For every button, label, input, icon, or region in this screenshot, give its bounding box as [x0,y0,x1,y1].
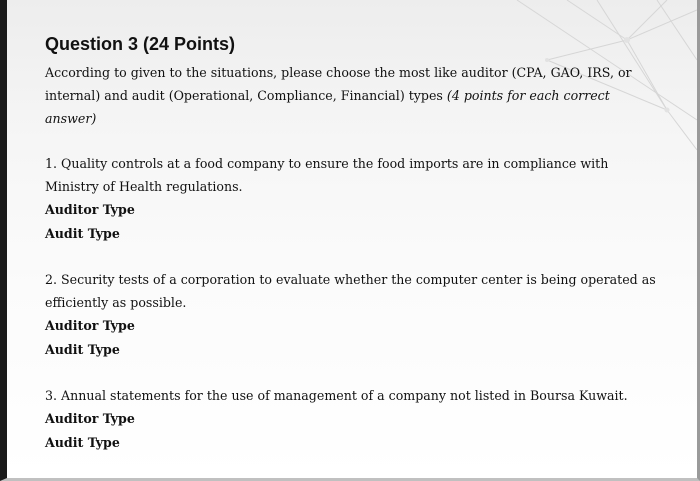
auditor-type-label: Auditor Type [45,202,135,217]
auditor-type-label: Auditor Type [45,318,135,333]
question-item-text: 1. Quality controls at a food company to ensure the food imports are in compliance with Ministry of Health regulations. [45,156,609,194]
question-item-text: 3. Annual statements for the use of management of a company not listed in Boursa Kuwait. [45,388,628,403]
question-item-3 [45,384,665,455]
question-item-2 [45,268,665,362]
question-item-1 [45,152,665,246]
auditor-type-label: Auditor Type [45,411,135,426]
audit-type-label: Audit Type [45,226,120,241]
points-note: (4 points for each correct answer) [45,88,610,126]
question-title: Question 3 (24 Points) [45,34,236,54]
question-content [45,34,665,455]
instructions-text: According to given to the situations, please choose the most like auditor (CPA, GAO, IRS, or internal) and audit (Operational, Compliance, Financial) types [45,65,632,103]
question-instructions [45,61,665,130]
question-item-text: 2. Security tests of a corporation to evaluate whether the computer center is being operated as efficiently as possible. [45,272,656,310]
audit-type-label: Audit Type [45,435,120,450]
audit-type-label: Audit Type [45,342,120,357]
